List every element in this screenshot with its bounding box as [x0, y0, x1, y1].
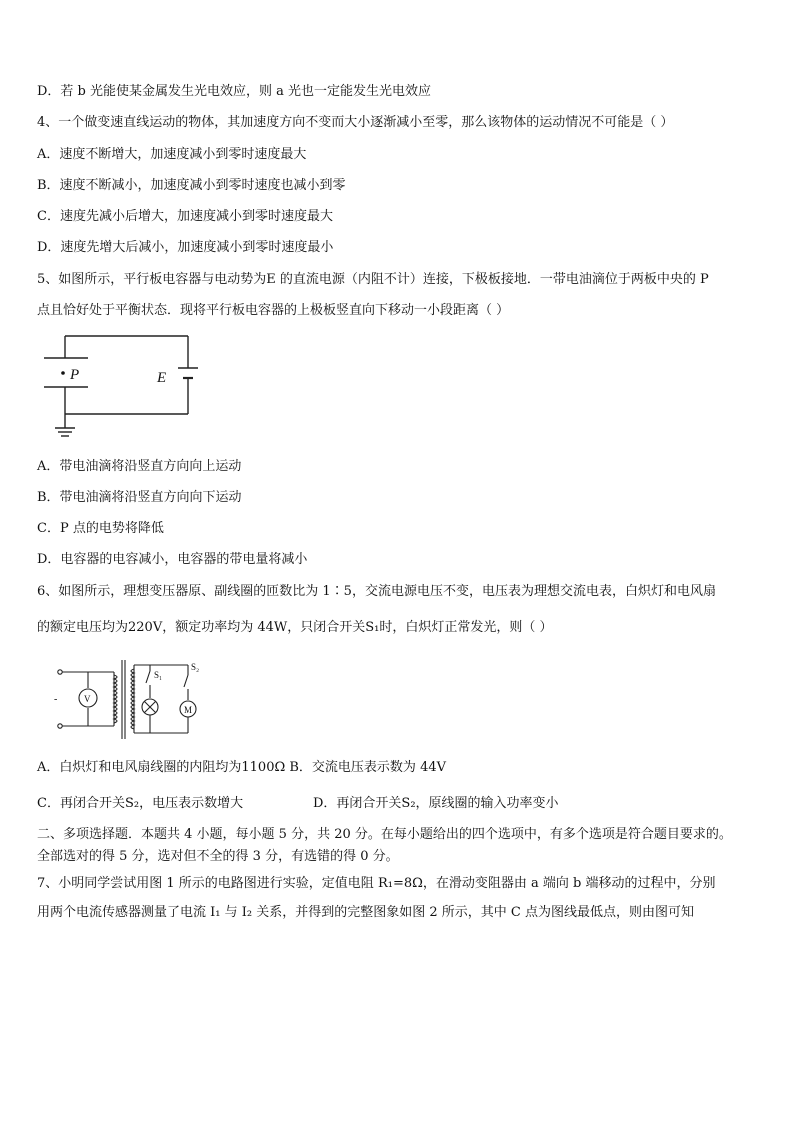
option-d-line-q3: D．若 b 光能使某金属发生光电效应，则 a 光也一定能发生光电效应 — [37, 84, 432, 99]
question-4-stem: 4、一个做变速直线运动的物体，其加速度方向不变而大小逐渐减小至零，那么该物体的运动情况不可能是（ ） — [37, 115, 674, 130]
question-4-option-d: D．速度先增大后减小，加速度减小到零时速度最小 — [37, 240, 334, 255]
label-e: E — [157, 370, 167, 386]
question-6-option-a-b: A．白炽灯和电风扇线圈的内阻均为1100Ω B．交流电压表示数为 44V — [37, 760, 446, 775]
question-4-option-a: A．速度不断增大，加速度减小到零时速度最大 — [37, 147, 307, 162]
voltmeter-label: V — [84, 694, 91, 704]
transformer-circuit-figure — [40, 655, 210, 745]
question-6-option-c: C．再闭合开关S₂，电压表示数增大 — [37, 796, 244, 811]
question-5-option-a: A．带电油滴将沿竖直方向向上运动 — [37, 459, 242, 474]
section-2-heading-line1: 二、多项选择题．本题共 4 小题，每小题 5 分，共 20 分。在每小题给出的四个选项中，有多个选项是符合题目要求的。 — [37, 827, 732, 842]
question-4-option-c: C．速度先减小后增大，加速度减小到零时速度最大 — [37, 209, 333, 224]
oil-drop-dot — [61, 371, 65, 375]
question-6-option-d: D．再闭合开关S₂，原线圈的输入功率变小 — [313, 796, 559, 811]
switch-s1-label: S₁ — [154, 670, 163, 680]
question-5-option-d: D．电容器的电容减小，电容器的带电量将减小 — [37, 552, 308, 567]
question-5-stem-line1: 5、如图所示，平行板电容器与电动势为E 的直流电源（内阻不计）连接，下极板接地．一带电油滴位于两板中央的 P — [37, 272, 709, 287]
motor-label: M — [184, 705, 193, 715]
question-6-stem-line2: 的额定电压均为220V，额定功率均为 44W，只闭合开关S₁时，白炽灯正常发光，则（ ） — [37, 620, 553, 635]
label-p: P — [70, 367, 80, 383]
question-7-stem-line2: 用两个电流传感器测量了电流 I₁ 与 I₂ 关系，并得到的完整图象如图 2 所示，其中 C 点为图线最低点，则由图可知 — [37, 905, 694, 920]
question-5-option-c: C．P 点的电势将降低 — [37, 521, 164, 536]
question-5-option-b: B．带电油滴将沿竖直方向向下运动 — [37, 490, 242, 505]
section-2-heading-line2: 全部选对的得 5 分，选对但不全的得 3 分，有选错的得 0 分。 — [37, 849, 399, 864]
question-4-option-b: B．速度不断减小，加速度减小到零时速度也减小到零 — [37, 178, 346, 193]
capacitor-circuit-figure — [38, 330, 200, 445]
switch-s2-blade — [184, 675, 188, 687]
question-6-stem-line1: 6、如图所示，理想变压器原、副线圈的匝数比为 1∶5，交流电源电压不变，电压表为理想交流电表，白炽灯和电风扇 — [37, 584, 716, 599]
switch-s1-blade — [146, 671, 150, 683]
minus-label: - — [54, 694, 58, 705]
switch-s2-label: S₂ — [191, 662, 200, 672]
question-7-stem-line1: 7、小明同学尝试用图 1 所示的电路图进行实验，定值电阻 R₁=8Ω，在滑动变阻器由 a 端向 b 端移动的过程中，分别 — [37, 876, 716, 891]
input-terminal-bottom — [58, 724, 62, 728]
input-terminal-top — [58, 670, 62, 674]
question-5-stem-line2: 点且恰好处于平衡状态．现将平行板电容器的上极板竖直向下移动一小段距离（ ） — [37, 303, 510, 318]
